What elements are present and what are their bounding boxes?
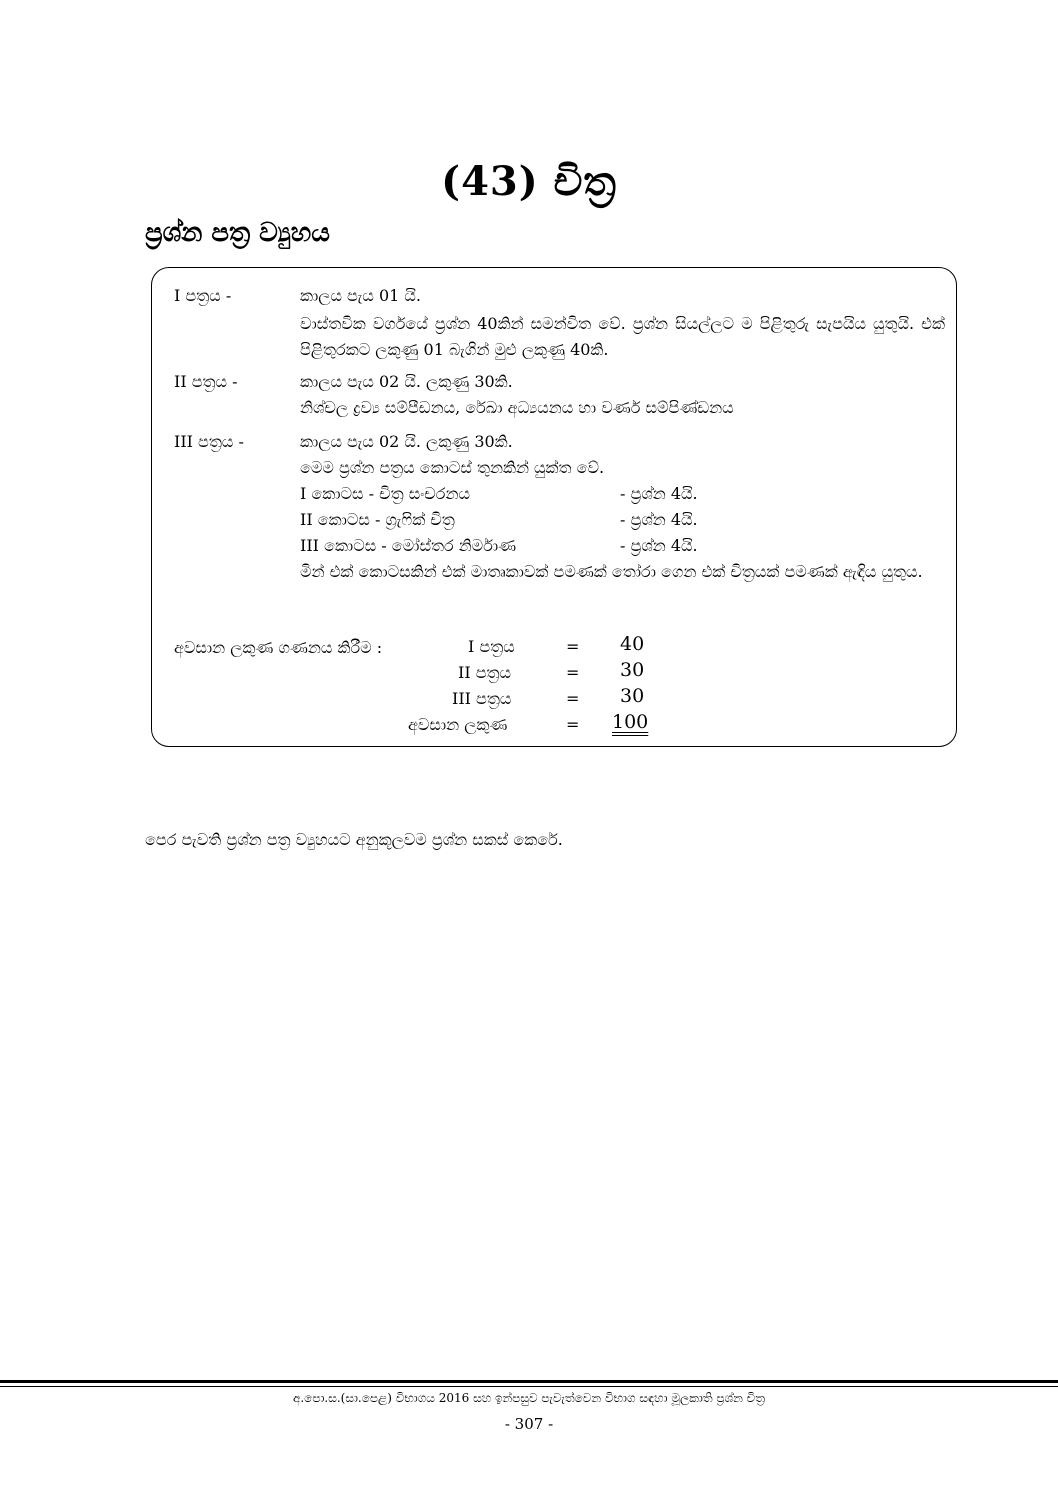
calc-total-val: 100: [612, 711, 649, 733]
calc-row3-eq: =: [566, 689, 580, 708]
calc-row3-name: III පත්‍රය: [452, 689, 512, 708]
calc-row3-val: 30: [620, 685, 645, 707]
footer-rule: [0, 1380, 1058, 1383]
paper2-time: කාලය පැය 02 යි. ලකුණු 30කි.: [300, 372, 513, 391]
footer-text: අ.පො.ස.(සා.පෙළ) විභාගය 2016 සහ ඉන්පසුව පැවැත්වෙන විභාග සඳහා මූලකාති ප්‍රශ්න චිත්‍ර: [292, 1391, 766, 1405]
calc-row2-name: II පත්‍රය: [458, 663, 512, 682]
page-number: - 307 -: [504, 1415, 554, 1433]
paper3-label: III පත්‍රය -: [174, 432, 244, 451]
structure-note: පෙර පැවති ප්‍රශ්න පත්‍ර ව්‍යුහයට අනුකූලවම ප්‍රශ්න සකස් කෙරේ.: [145, 830, 563, 849]
part3-name: III කොටස - මෝස්තර නිර්මාණ: [300, 536, 517, 555]
part3-questions: - ප්‍රශ්න 4යි.: [620, 536, 698, 555]
paper3-intro: මෙම ප්‍රශ්න පත්‍රය කොටස් තුනකින් යුක්ත වේ.: [300, 458, 605, 477]
calc-row2-val: 30: [620, 659, 645, 681]
structure-box: [151, 267, 957, 747]
calc-row2-eq: =: [566, 663, 580, 682]
page-title: (43) චිත්‍ර: [441, 158, 617, 205]
paper1-description: වාස්තවික වර්ගයේ ප්‍රශ්න 40කින් සමන්විත වේ. ප්‍රශ්න සියල්ලට ම පිළිතුරු සැපයිය යුතුයි. එක් පිළිතුරකට ලකුණු 01 බැගින් මුළු ලකුණු 40කි.: [300, 314, 945, 359]
paper3-instruction: මින් එක් කොටසකින් එක් මාතෘකාවක් පමණක් තෝරා ගෙන එක් චිත්‍රයක් පමණක් ඇඳිය යුතුය.: [300, 562, 923, 581]
calc-row1-eq: =: [566, 637, 580, 656]
calc-row1-val: 40: [620, 633, 645, 655]
paper1-time: කාලය පැය 01 යි.: [300, 286, 421, 305]
calc-total-name: අවසාන ලකුණ: [408, 715, 508, 734]
paper2-description: නිශ්චල ද්‍රව්‍ය සම්පීඩනය, රේඛා අධ්‍යයනය හා වර්ණ සම්පිණ්ඩනය: [300, 398, 734, 417]
calc-total-eq: =: [566, 715, 580, 734]
part2-name: II කොටස - ග්‍රැෆික් චිත්‍ර: [300, 510, 455, 529]
paper3-time: කාලය පැය 02 යි. ලකුණු 30කි.: [300, 432, 513, 451]
part1-questions: - ප්‍රශ්න 4යි.: [620, 484, 698, 503]
calc-label: අවසාන ලකුණ ගණනය කිරීම :: [174, 638, 383, 657]
section-heading: ප්‍රශ්න පත්‍ර ව්‍යුහය: [145, 218, 330, 248]
paper1-label: I පත්‍රය -: [174, 286, 232, 305]
paper2-label: II පත්‍රය -: [174, 372, 238, 391]
calc-row1-name: I පත්‍රය: [468, 637, 515, 656]
part2-questions: - ප්‍රශ්න 4යි.: [620, 510, 698, 529]
part1-name: I කොටස - චිත්‍ර සංචරනය: [300, 484, 470, 503]
footer-rule-thin: [0, 1386, 1058, 1387]
